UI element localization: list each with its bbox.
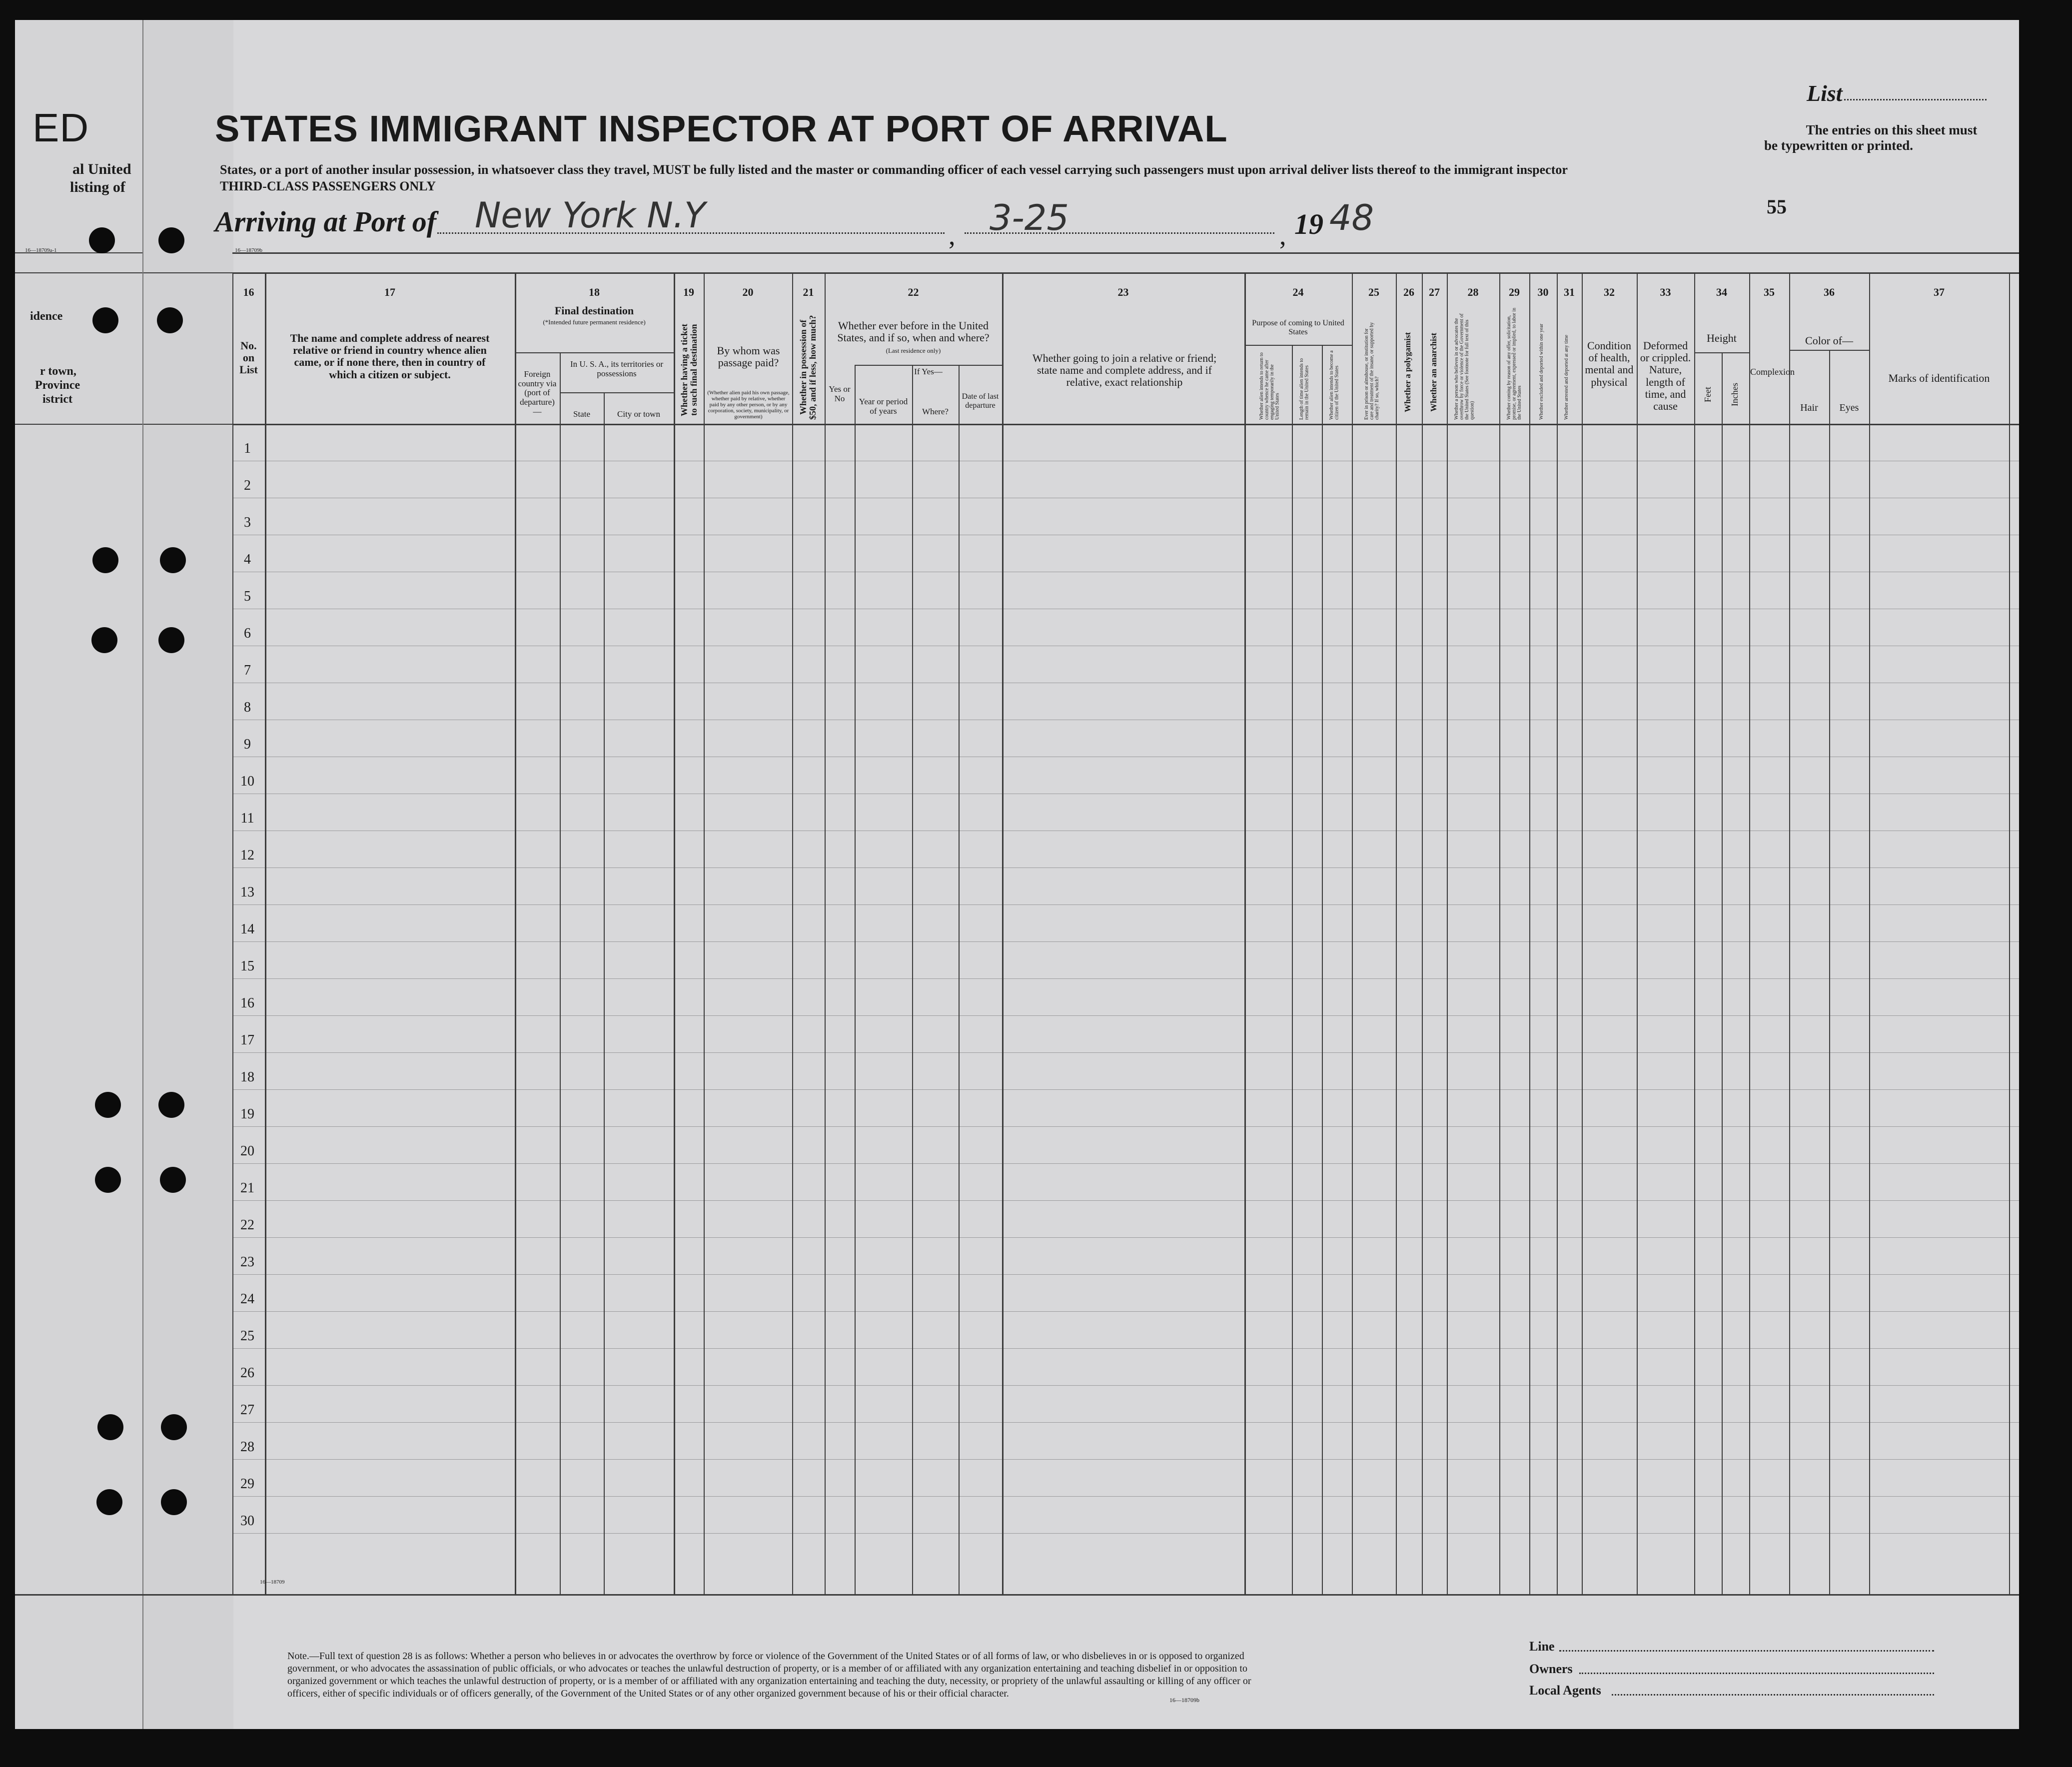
left-town-label-1: r town, — [40, 365, 76, 378]
col36-hair: Hair — [1800, 402, 1818, 413]
footnote-form-number: 16—18709b — [1169, 1697, 1199, 1704]
col27-header: Whether an anarchist — [1429, 332, 1438, 412]
col-num-19: 19 — [683, 286, 694, 298]
col34-feet: Feet — [1703, 387, 1713, 403]
col24-a: Whether alien intends to return to country whence he came after engaging temporarily in the United States — [1259, 352, 1280, 420]
row-number: 2 — [244, 478, 251, 493]
comma: , — [949, 220, 956, 250]
binding-hole — [160, 1167, 186, 1193]
col-num-32: 32 — [1604, 286, 1615, 298]
local-agents-label: Local Agents — [1529, 1683, 1601, 1698]
row-number: 18 — [240, 1069, 254, 1085]
binding-hole — [96, 1489, 122, 1515]
col18-foreign: Foreign country via (port of departure)— — [518, 369, 557, 416]
col31-header: Whether arrested and deported at any time — [1564, 335, 1569, 420]
row-number: 27 — [240, 1402, 254, 1418]
row-number: 17 — [240, 1032, 254, 1048]
row-rule — [232, 978, 2019, 979]
port-handwritten: New York N.Y — [475, 195, 706, 236]
date-handwritten: 3-25 — [990, 197, 1069, 238]
col-num-30: 30 — [1537, 286, 1549, 298]
col-num-37: 37 — [1934, 286, 1945, 298]
binding-hole — [158, 227, 184, 253]
binding-hole — [161, 1414, 187, 1440]
row-number: 20 — [240, 1143, 254, 1159]
year-prefix: 19 — [1294, 208, 1323, 240]
left-town-label-3: istrict — [42, 393, 72, 406]
col-num-18: 18 — [589, 286, 600, 298]
row-rule — [232, 941, 2019, 942]
row-number: 5 — [244, 589, 251, 604]
binding-hole — [91, 627, 117, 653]
sheet-number: 55 — [1767, 195, 1787, 218]
row-number: 26 — [240, 1365, 254, 1381]
left-text-2: listing of — [70, 179, 125, 195]
row-rule — [232, 1163, 2019, 1164]
binding-flap — [142, 20, 233, 1729]
binding-hole — [92, 547, 118, 573]
row-rule — [232, 1385, 2019, 1386]
row-rule — [232, 1348, 2019, 1349]
left-form-number: 16—18709a-1 — [25, 247, 57, 253]
row-number: 19 — [240, 1106, 254, 1122]
col-num-20: 20 — [742, 286, 754, 298]
col-num-25: 25 — [1368, 286, 1379, 298]
row-rule — [232, 1533, 2019, 1534]
row-rule — [232, 1274, 2019, 1275]
col21-header: Whether in possession of $50, and if less, how much? — [798, 315, 818, 420]
col16-header: No. on List — [239, 339, 258, 376]
col-num-16: 16 — [243, 286, 254, 298]
left-title-fragment: ED — [32, 105, 89, 150]
entries-note-2: be typewritten or printed. — [1764, 138, 1913, 153]
col32-header: Condition of health, mental and physical — [1585, 339, 1634, 388]
col19-header: Whether having a ticket to such final destination — [679, 323, 699, 416]
row-rule — [232, 1015, 2019, 1016]
row-number: 8 — [244, 700, 251, 715]
col-num-26: 26 — [1403, 286, 1414, 298]
col30-header: Whether excluded and deported within one year — [1539, 323, 1544, 420]
local-agents-field[interactable] — [1612, 1694, 1934, 1696]
binding-hole — [95, 1167, 121, 1193]
row-rule — [232, 1089, 2019, 1090]
row-number: 11 — [240, 811, 254, 826]
third-class-label: THIRD-CLASS PASSENGERS ONLY — [220, 179, 436, 193]
manifest-sheet — [15, 20, 2019, 1729]
col34-inches: Inches — [1730, 383, 1740, 407]
col-num-29: 29 — [1509, 286, 1520, 298]
left-residence-label: idence — [30, 310, 63, 323]
row-rule — [232, 1459, 2019, 1460]
col33-header: Deformed or crippled. Nature, length of time, and cause — [1640, 339, 1691, 412]
binding-hole — [89, 227, 115, 253]
row-number: 12 — [240, 848, 254, 863]
list-number-line — [1844, 99, 1987, 100]
col20-title: By whom was passage paid? — [717, 344, 780, 369]
col22-where: Where? — [922, 407, 949, 416]
col26-header: Whether a polygamist — [1403, 332, 1412, 413]
col24-c: Whether alien intends to become a citizen of the United States — [1329, 350, 1340, 420]
col28-header: Whether a person who believes in or advocates the overthrow by force or violence of the Government of the United States (See footnote for full text of this question) — [1454, 313, 1475, 420]
row-rule — [232, 1422, 2019, 1423]
col20-sub: (Whether alien paid his own passage, whether paid by relative, whether paid by any other person, or by any corporation, society, municipality, or government) — [707, 390, 790, 420]
row-number: 1 — [244, 441, 251, 456]
row-number: 25 — [240, 1328, 254, 1344]
row-number: 16 — [240, 995, 254, 1011]
row-number: 6 — [244, 626, 251, 641]
page-subtitle: States, or a port of another insular possession, in whatsoever class they travel, MUST be fully listed and the master or commanding officer of each vessel carrying such passengers must upon arrival deliver lists thereof to the immigrant inspector — [220, 162, 1568, 177]
col-num-28: 28 — [1467, 286, 1479, 298]
col-num-21: 21 — [803, 286, 814, 298]
col-num-17: 17 — [384, 286, 395, 298]
col-num-35: 35 — [1764, 286, 1775, 298]
binding-hole — [158, 1092, 184, 1118]
col-num-22: 22 — [908, 286, 919, 298]
owners-label: Owners — [1529, 1662, 1573, 1676]
col22-year: Year or period of years — [859, 397, 908, 416]
row-number: 28 — [240, 1439, 254, 1455]
footnote: Note.—Full text of question 28 is as follows: Whether a person who believes in or advocates the overthrow by force or violence of the Government of the United States or of all forms of law, or who disbelieves in or is opposed to organized government, or who advocates the assassination of public officials, or who advocates or teaches the unlawful destruction of property, or is a member of or affiliated with any organization entertaining and teaching disbelief in or opposition to organized government or which teaches the unlawful destruction of property, or is a member of or affiliated with any organization entertaining and teaching the duty, necessity, or propriety of the unlawful assaulting or killing of any officer or officers, either of specific individuals or of officers generally, of the Government of the United States or of any other organized government because of his or their official character. — [287, 1651, 1251, 1699]
col34-header: Height — [1707, 332, 1737, 344]
entries-note-1: The entries on this sheet must — [1806, 122, 1978, 137]
list-label: List — [1807, 80, 1843, 106]
binding-hole — [161, 1489, 187, 1515]
left-page-edge — [15, 20, 144, 1729]
col37-header: Marks of identification — [1888, 372, 1990, 384]
col18-city: City or town — [617, 409, 660, 419]
binding-hole — [157, 307, 183, 333]
comma: , — [1279, 220, 1286, 250]
row-rule — [232, 1496, 2019, 1497]
row-number: 21 — [240, 1180, 254, 1196]
form-number-top: 16—18709b — [235, 247, 262, 253]
col24-title: Purpose of coming to United States — [1252, 319, 1344, 336]
binding-hole — [158, 627, 184, 653]
col22-title: Whether ever before in the United States, and if so, when and where? — [837, 319, 990, 344]
col-num-36: 36 — [1824, 286, 1835, 298]
col25-header: Ever in prison or almshouse, or institution for care and treatment of the insane, or supported by charity? If so, which? — [1364, 322, 1380, 420]
row-rule — [232, 904, 2019, 905]
left-text-1: al United — [72, 161, 131, 177]
col23-header: Whether going to join a relative or friend; state name and complete address, and if relative, exact relationship — [1032, 352, 1217, 389]
col36-eyes: Eyes — [1839, 402, 1859, 413]
col24-b: Length of time alien intends to remain in the United States — [1299, 358, 1310, 420]
col36-header: Color of— — [1805, 334, 1853, 347]
arriving-label: Arriving at Port of — [215, 205, 437, 238]
binding-hole — [97, 1414, 123, 1440]
row-number: 14 — [240, 921, 254, 937]
col18-sub: (*Intended future permanent residence) — [543, 318, 646, 326]
row-rule — [232, 1311, 2019, 1312]
col29-header: Whether coming by reason of any offer, solicitation, promise, or agreement, expressed or implied, to labor in the United States — [1506, 307, 1522, 420]
col-num-31: 31 — [1564, 286, 1575, 298]
row-rule — [232, 1200, 2019, 1201]
col-num-33: 33 — [1660, 286, 1671, 298]
left-town-label-2: Province — [35, 379, 80, 392]
row-number: 30 — [240, 1513, 254, 1529]
col22-yesno: Yes or No — [829, 384, 851, 403]
owners-field[interactable] — [1579, 1673, 1934, 1674]
col22-ifyes: If Yes— — [914, 367, 943, 376]
row-number: 29 — [240, 1476, 254, 1492]
line-field[interactable] — [1559, 1650, 1934, 1652]
row-rule — [232, 1052, 2019, 1053]
row-number: 10 — [240, 774, 254, 789]
col-num-27: 27 — [1429, 286, 1440, 298]
form-number-bottom: 16—18709 — [260, 1579, 285, 1585]
row-number: 3 — [244, 515, 251, 530]
row-number: 22 — [240, 1217, 254, 1233]
binding-hole — [95, 1092, 121, 1118]
col22-date: Date of last departure — [962, 392, 999, 410]
row-number: 15 — [240, 958, 254, 974]
col18-state: State — [573, 409, 590, 419]
year-handwritten: 48 — [1329, 197, 1374, 238]
col18-title: Final destination — [554, 304, 634, 317]
row-number: 23 — [240, 1254, 254, 1270]
row-number: 13 — [240, 884, 254, 900]
row-number: 7 — [244, 663, 251, 678]
row-number: 9 — [244, 737, 251, 752]
col-num-23: 23 — [1117, 286, 1129, 298]
row-rule — [232, 1237, 2019, 1238]
row-rule — [232, 1126, 2019, 1127]
col35-header: Complexion — [1750, 367, 1795, 377]
binding-hole — [92, 307, 118, 333]
col-num-34: 34 — [1716, 286, 1727, 298]
col18-usa: In U. S. A., its territories or possessions — [570, 359, 664, 378]
col-num-24: 24 — [1292, 286, 1304, 298]
page-title: STATES IMMIGRANT INSPECTOR AT PORT OF ARRIVAL — [215, 108, 1228, 149]
binding-hole — [160, 547, 186, 573]
line-label: Line — [1529, 1639, 1555, 1654]
col22-sub: (Last residence only) — [886, 347, 941, 354]
row-number: 24 — [240, 1291, 254, 1307]
row-number: 4 — [244, 552, 251, 567]
col17-header: The name and complete address of nearest relative or friend in country whence alien came, or if none there, then in country of which a citizen or subject. — [290, 332, 490, 381]
